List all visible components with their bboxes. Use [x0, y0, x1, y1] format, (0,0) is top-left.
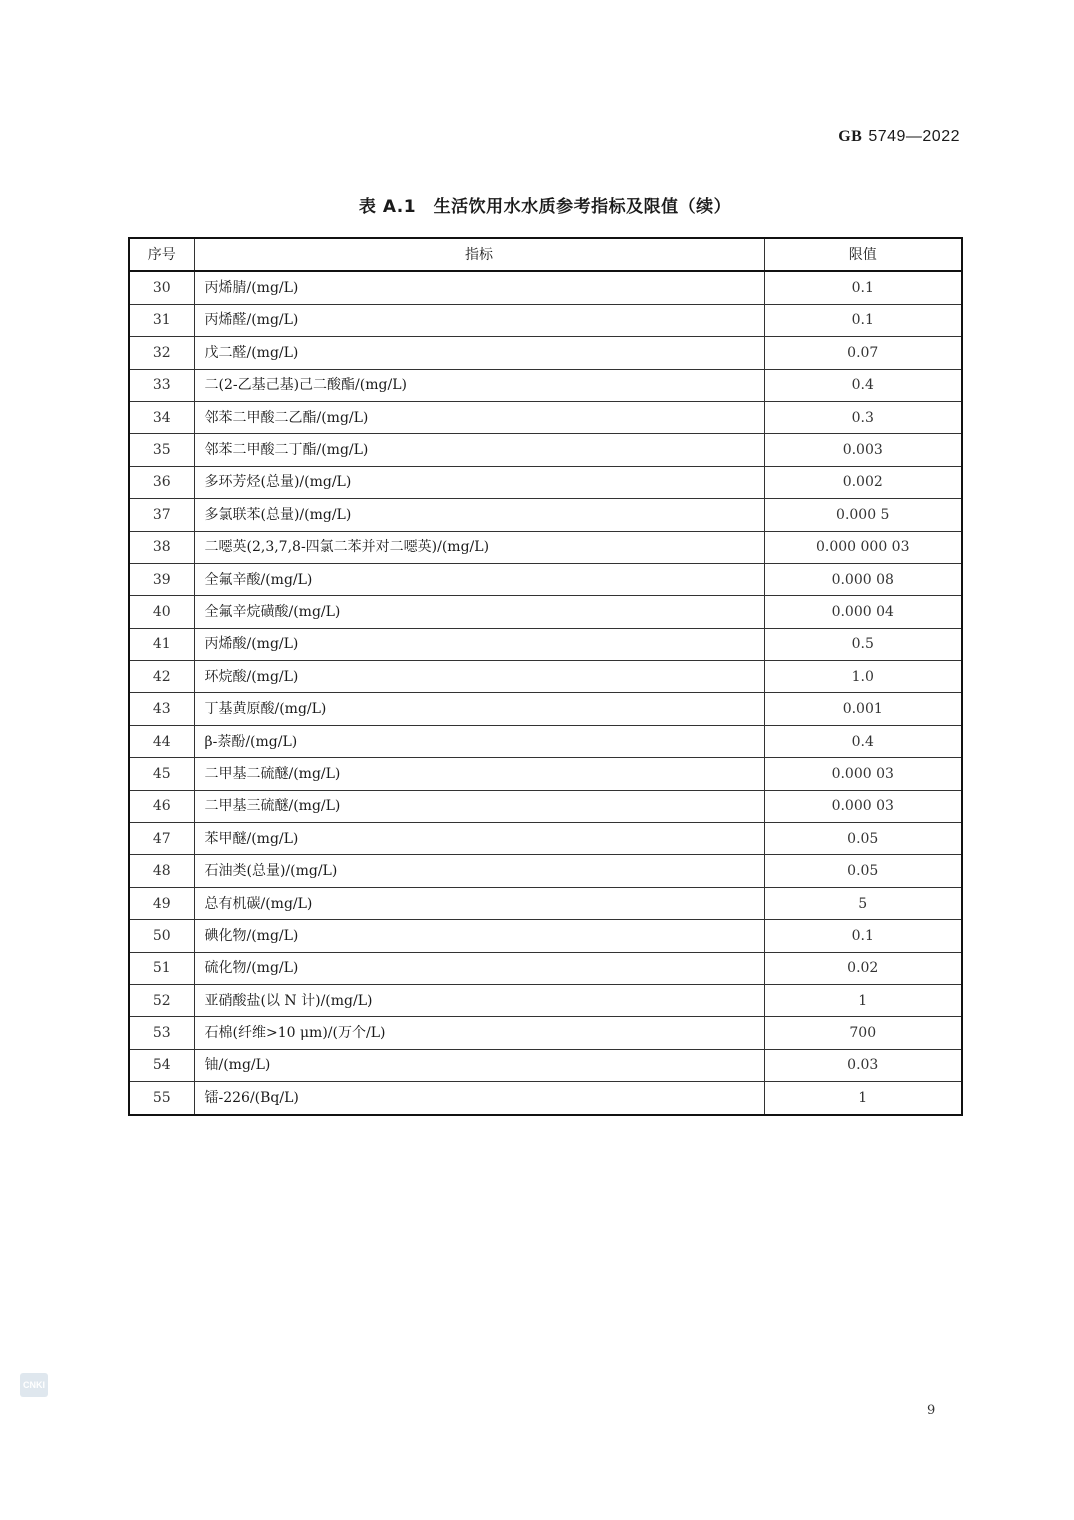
table-row — [129, 855, 962, 887]
table-row — [129, 628, 962, 660]
row-limit: 0.05 — [764, 855, 962, 887]
row-number: 32 — [129, 337, 194, 369]
row-limit: 0.4 — [764, 369, 962, 401]
row-number: 49 — [129, 887, 194, 919]
row-indicator: 多氯联苯(总量)/(mg/L) — [194, 499, 764, 531]
row-indicator: 总有机碳/(mg/L) — [194, 887, 764, 919]
row-indicator: 石油类(总量)/(mg/L) — [194, 855, 764, 887]
row-limit: 0.000 04 — [764, 596, 962, 628]
row-indicator: 硫化物/(mg/L) — [194, 952, 764, 984]
row-number: 54 — [129, 1049, 194, 1081]
table-row — [129, 466, 962, 498]
row-limit: 0.03 — [764, 1049, 962, 1081]
row-limit: 0.000 5 — [764, 499, 962, 531]
table-row — [129, 304, 962, 336]
table-row — [129, 725, 962, 757]
row-indicator: 石棉(纤维>10 μm)/(万个/L) — [194, 1017, 764, 1049]
table-row — [129, 984, 962, 1016]
row-limit: 0.003 — [764, 434, 962, 466]
row-number: 36 — [129, 466, 194, 498]
standard-prefix: GB — [838, 128, 863, 145]
table-row — [129, 401, 962, 433]
table-row — [129, 693, 962, 725]
row-limit: 700 — [764, 1017, 962, 1049]
row-number: 35 — [129, 434, 194, 466]
table-header-row — [129, 238, 962, 271]
row-number: 45 — [129, 758, 194, 790]
row-indicator: 苯甲醚/(mg/L) — [194, 823, 764, 855]
watermark-logo: CNKI — [20, 1373, 48, 1397]
row-limit: 0.1 — [764, 304, 962, 336]
row-limit: 0.3 — [764, 401, 962, 433]
row-limit: 0.000 03 — [764, 758, 962, 790]
row-indicator: 全氟辛酸/(mg/L) — [194, 563, 764, 595]
row-number: 31 — [129, 304, 194, 336]
row-limit: 5 — [764, 887, 962, 919]
row-limit: 1.0 — [764, 661, 962, 693]
table-row — [129, 758, 962, 790]
row-indicator: 邻苯二甲酸二丁酯/(mg/L) — [194, 434, 764, 466]
row-limit: 1 — [764, 984, 962, 1016]
row-indicator: 二甲基二硫醚/(mg/L) — [194, 758, 764, 790]
table-row — [129, 271, 962, 304]
row-indicator: 丁基黄原酸/(mg/L) — [194, 693, 764, 725]
row-number: 46 — [129, 790, 194, 822]
row-indicator: 丙烯腈/(mg/L) — [194, 271, 764, 304]
column-header-number: 序号 — [129, 238, 194, 271]
table-row — [129, 1049, 962, 1081]
standard-code — [838, 128, 960, 146]
table-row — [129, 952, 962, 984]
row-indicator: β-萘酚/(mg/L) — [194, 725, 764, 757]
row-number: 41 — [129, 628, 194, 660]
table-row — [129, 920, 962, 952]
row-number: 50 — [129, 920, 194, 952]
row-number: 53 — [129, 1017, 194, 1049]
table-row — [129, 369, 962, 401]
row-indicator: 二甲基三硫醚/(mg/L) — [194, 790, 764, 822]
row-number: 39 — [129, 563, 194, 595]
row-number: 55 — [129, 1082, 194, 1115]
table-row — [129, 499, 962, 531]
row-number: 52 — [129, 984, 194, 1016]
row-limit: 0.4 — [764, 725, 962, 757]
reference-indicators-table — [128, 237, 963, 1116]
column-header-limit: 限值 — [764, 238, 962, 271]
table-row — [129, 337, 962, 369]
table-row — [129, 434, 962, 466]
standard-number: 5749—2022 — [868, 128, 960, 145]
row-indicator: 二噁英(2,3,7,8-四氯二苯并对二噁英)/(mg/L) — [194, 531, 764, 563]
row-indicator: 环烷酸/(mg/L) — [194, 661, 764, 693]
row-indicator: 丙烯酸/(mg/L) — [194, 628, 764, 660]
row-limit: 0.1 — [764, 271, 962, 304]
row-indicator: 多环芳烃(总量)/(mg/L) — [194, 466, 764, 498]
row-limit: 0.000 08 — [764, 563, 962, 595]
row-indicator: 二(2-乙基己基)己二酸酯/(mg/L) — [194, 369, 764, 401]
row-limit: 0.000 03 — [764, 790, 962, 822]
row-indicator: 亚硝酸盐(以 N 计)/(mg/L) — [194, 984, 764, 1016]
row-number: 30 — [129, 271, 194, 304]
table-container — [128, 237, 961, 1116]
row-limit: 0.02 — [764, 952, 962, 984]
row-limit: 0.05 — [764, 823, 962, 855]
table-row — [129, 563, 962, 595]
row-number: 40 — [129, 596, 194, 628]
table-row — [129, 531, 962, 563]
row-number: 48 — [129, 855, 194, 887]
row-indicator: 全氟辛烷磺酸/(mg/L) — [194, 596, 764, 628]
row-number: 47 — [129, 823, 194, 855]
row-number: 37 — [129, 499, 194, 531]
row-number: 33 — [129, 369, 194, 401]
table-row — [129, 661, 962, 693]
table-row — [129, 790, 962, 822]
table-row — [129, 887, 962, 919]
row-limit: 0.002 — [764, 466, 962, 498]
row-limit: 0.5 — [764, 628, 962, 660]
row-indicator: 丙烯醛/(mg/L) — [194, 304, 764, 336]
row-number: 38 — [129, 531, 194, 563]
row-limit: 0.07 — [764, 337, 962, 369]
column-header-indicator: 指标 — [194, 238, 764, 271]
table-row — [129, 596, 962, 628]
row-number: 44 — [129, 725, 194, 757]
table-row — [129, 823, 962, 855]
row-number: 34 — [129, 401, 194, 433]
page-number: 9 — [927, 1403, 936, 1418]
row-number: 42 — [129, 661, 194, 693]
row-indicator: 邻苯二甲酸二乙酯/(mg/L) — [194, 401, 764, 433]
table-row — [129, 1017, 962, 1049]
row-number: 51 — [129, 952, 194, 984]
row-indicator: 碘化物/(mg/L) — [194, 920, 764, 952]
row-limit: 0.000 000 03 — [764, 531, 962, 563]
table-row — [129, 1082, 962, 1115]
row-limit: 0.001 — [764, 693, 962, 725]
table-title: 表 A.1 生活饮用水水质参考指标及限值（续） — [358, 197, 732, 217]
row-limit: 1 — [764, 1082, 962, 1115]
row-indicator: 铀/(mg/L) — [194, 1049, 764, 1081]
row-indicator: 戊二醛/(mg/L) — [194, 337, 764, 369]
table-body — [129, 271, 962, 1114]
row-number: 43 — [129, 693, 194, 725]
row-indicator: 镭-226/(Bq/L) — [194, 1082, 764, 1115]
row-limit: 0.1 — [764, 920, 962, 952]
